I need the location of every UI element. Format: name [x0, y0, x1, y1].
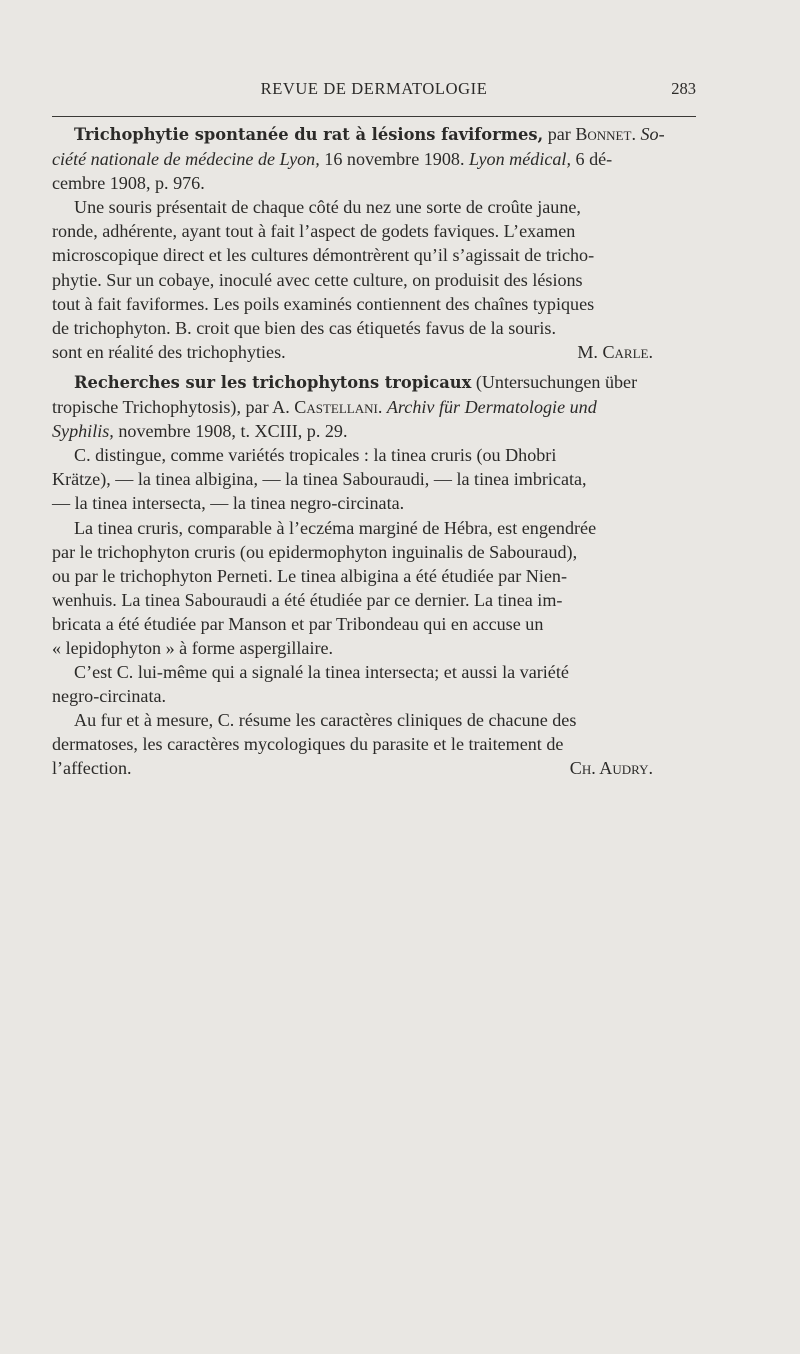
- article-1-closing: sont en réalité des trichophyties. M. Carle.: [52, 340, 697, 364]
- article-1-heading: Trichophytie spontanée du rat à lésions faviformes, par Bonnet. So- ciété nationale de médecine de Lyon, 16 novembre 1908. Lyon médical, 6 dé- cembre 1908, p. 976.: [52, 124, 665, 194]
- article-2-closing: l’affection. Ch. Audry.: [52, 756, 697, 780]
- article-1-title: Trichophytie spontanée du rat à lésions faviformes,: [74, 125, 544, 144]
- page-content: [52, 122, 697, 781]
- article-1-author: Bonnet: [575, 124, 632, 144]
- page-number: 283: [671, 79, 696, 98]
- article-2-heading: Recherches sur les trichophytons tropicaux (Untersuchungen über tropische Trichophytosis), par A. Castellani. Archiv für Dermatologie und Syphilis, novembre 1908, t. XCIII, p. 29.: [52, 371, 638, 442]
- article-1-body: Une souris présentait de chaque côté du nez une sorte de croûte jaune, ronde, adhérente, ayant tout à fait l’aspect de godets faviques. L’examen microscopique direct et les cultures démontrèrent qu’il s’agissait de tricho- phytie. Sur un cobaye, inoculé avec cette culture, on produisit des lésions tout à fait faviformes. Les poils examinés contiennent des chaînes typiques de trichophyton. B. croit que bien des cas étiquetés favus de la souris.: [52, 197, 595, 338]
- page-header: [52, 79, 696, 101]
- article-2-paragraph-3: C’est C. lui-même qui a signalé la tinea intersecta; et aussi la variété negro-circinata.: [52, 662, 569, 707]
- article-2-journal: Archiv für Dermatologie und: [386, 397, 597, 418]
- article-2-signature: Ch. Audry.: [569, 758, 653, 779]
- article-1-journal: Lyon médical,: [469, 149, 571, 170]
- article-2-paragraph-1: C. distingue, comme variétés tropicales : la tinea cruris (ou Dhobri Krätze), — la tinea albigina, — la tinea Sabouraudi, — la tinea imbricata, — la tinea intersecta, — la tinea negro-circinata.: [52, 445, 587, 514]
- article-1: [52, 122, 697, 364]
- article-2-paragraph-4: Au fur et à mesure, C. résume les caractères cliniques de chacune des dermatoses, les caractères mycologiques du parasite et le traitement de: [52, 710, 577, 755]
- running-title: REVUE DE DERMATOLOGIE: [260, 79, 488, 98]
- article-1-signature: M. Carle.: [577, 341, 653, 362]
- article-2-title: Recherches sur les trichophytons tropicaux: [74, 372, 472, 392]
- article-1-society: So-: [640, 124, 665, 144]
- header-rule: [52, 116, 696, 117]
- article-2: [52, 370, 697, 781]
- article-2-author: Castellani: [294, 397, 378, 418]
- article-2-paragraph-2: La tinea cruris, comparable à l’eczéma marginé de Hébra, est engendrée par le trichophyton cruris (ou epidermophyton inguinalis de Sabouraud), ou par le trichophyton Perneti. Le tinea albigina a été étudiée par Nien- wenhuis. La tinea Sabouraudi a été étudiée par ce dernier. La tinea im- bricata a été étudiée par Manson et par Tribondeau qui en accuse un « lepidophyton » à forme aspergillaire.: [52, 517, 597, 658]
